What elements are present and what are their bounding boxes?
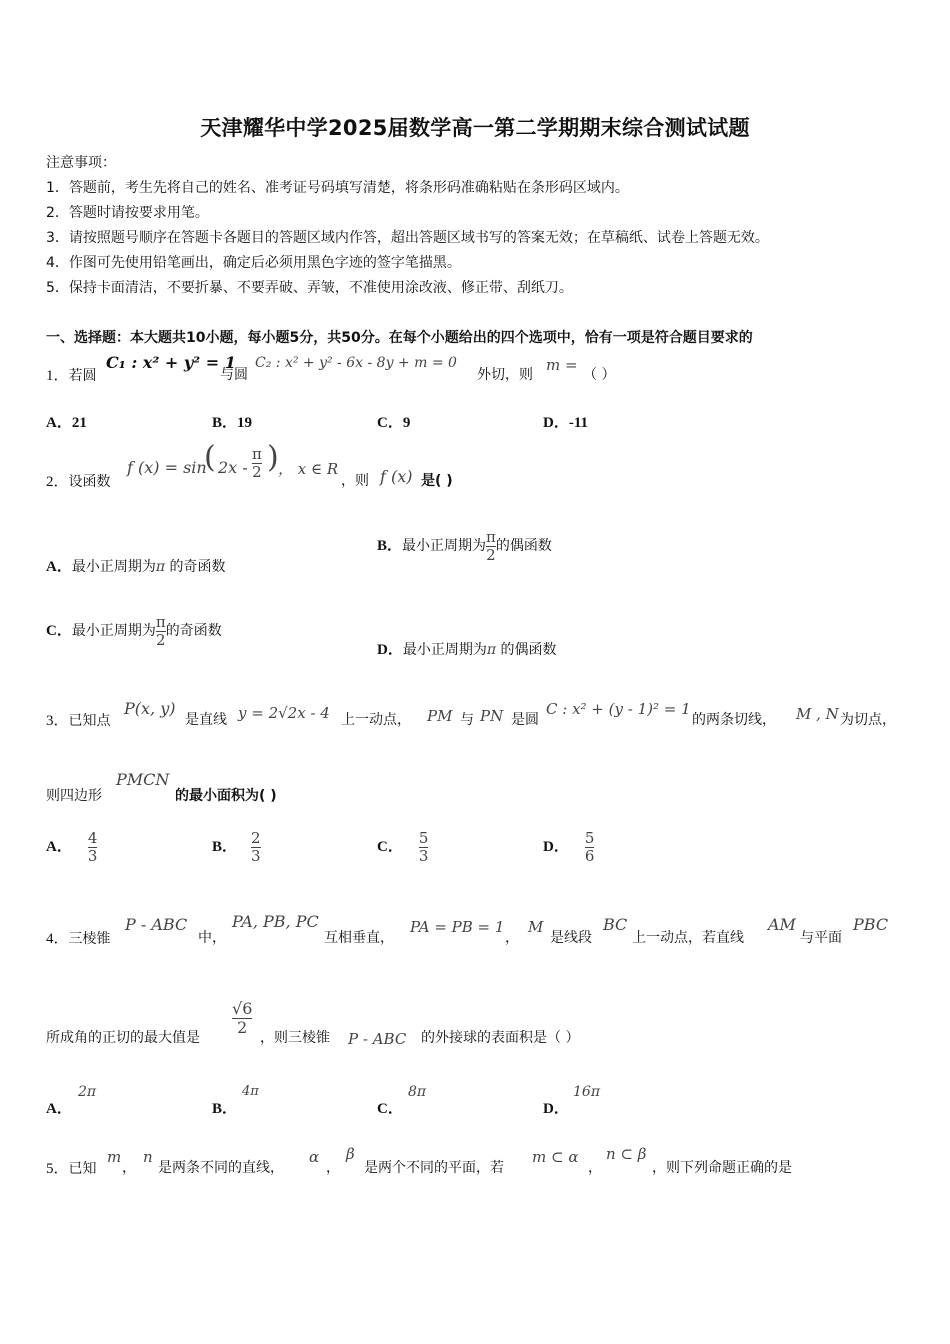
question-text: ， <box>505 930 519 946</box>
option-label: A． <box>46 415 72 431</box>
note-item: 3．请按照题号顺序在答题卡各题目的答题区域内作答，超出答题区域书写的答案无效；在草稿纸、试卷上答题无效。 <box>46 230 769 246</box>
fraction-denominator: 6 <box>584 846 595 865</box>
question-text: ， <box>326 1160 340 1176</box>
fraction-numerator: 5 <box>584 829 595 847</box>
option-label: C． <box>377 415 403 431</box>
question-text: （ ） <box>583 367 616 383</box>
fraction-numerator: 5 <box>418 829 429 847</box>
option-b[interactable] <box>212 830 261 864</box>
fraction-sqrt6-over-2 <box>232 1000 252 1036</box>
question-text: 是两条不同的直线， <box>158 1160 284 1176</box>
right-paren: ) <box>267 440 279 475</box>
option-label: C． <box>377 1101 403 1117</box>
question-text: 上一动点，若直线 <box>632 930 744 946</box>
question-text: ， <box>122 1160 136 1176</box>
question-number: 2． <box>46 474 69 490</box>
option-label: B． <box>212 415 238 431</box>
question-text: ， <box>588 1160 602 1176</box>
fraction-numerator: 4 <box>87 829 98 847</box>
math-bc: BC <box>603 915 628 934</box>
question-text: 为切点， <box>840 712 896 728</box>
option-label: C． <box>377 839 403 855</box>
option-label: C． <box>46 623 72 639</box>
notes-heading: 注意事项： <box>46 155 116 171</box>
note-item: 4．作图可先使用铅笔画出，确定后必须用黑色字迹的签字笔描黑。 <box>46 255 461 271</box>
exam-title: 天津耀华中学2025届数学高一第二学期期末综合测试试题 <box>200 116 750 140</box>
math-pi: π <box>486 642 497 658</box>
option-label: B． <box>377 538 403 554</box>
question-text: ，则三棱锥 <box>260 1030 330 1046</box>
question-text: 则四边形 <box>46 788 102 804</box>
option-text: 最小正周期为 <box>71 623 156 639</box>
math-m-subset-alpha: m ⊂ α <box>532 1148 579 1166</box>
option-label: B． <box>212 839 238 855</box>
fraction-numerator: π <box>486 528 496 546</box>
note-item: 1．答题前，考生先将自己的姓名、准考证号码填写清楚，将条形码准确粘贴在条形码区域内。 <box>46 180 629 196</box>
option-b[interactable] <box>212 1097 237 1118</box>
option-a[interactable] <box>46 830 97 864</box>
option-a[interactable] <box>46 1097 72 1118</box>
question-text: 设函数 <box>68 474 111 490</box>
math-beta: β <box>346 1145 355 1163</box>
math-m: M <box>528 918 544 936</box>
option-b[interactable] <box>377 529 552 563</box>
option-value: 9 <box>402 415 411 431</box>
math-pbc: PBC <box>853 915 889 934</box>
function-inner: 2x - <box>218 458 248 477</box>
math-am: AM <box>768 915 796 934</box>
function-domain: ， x ∈ R <box>278 460 339 478</box>
option-value: 4π <box>242 1084 259 1099</box>
option-b[interactable] <box>212 411 252 432</box>
question-text: 互相垂直， <box>324 930 394 946</box>
math-mn: M , N <box>796 705 839 723</box>
question-text: 是线段 <box>550 930 592 946</box>
option-text: 的偶函数 <box>496 642 557 658</box>
math-pm: PM <box>427 707 453 725</box>
note-item: 2．答题时请按要求用笔。 <box>46 205 209 221</box>
math-equation: PA = PB = 1 <box>410 918 505 936</box>
math-pn: PN <box>480 707 504 725</box>
note-item: 5．保持卡面清洁，不要折暴、不要弄破、弄皱，不准使用涂改液、修正带、刮纸刀。 <box>46 280 573 296</box>
option-label: B． <box>212 1101 238 1117</box>
option-value: 8π <box>408 1084 427 1100</box>
option-c[interactable] <box>377 411 410 432</box>
math-m: m = <box>546 356 578 374</box>
option-value: -11 <box>568 415 589 431</box>
math-edges: PA, PB, PC <box>232 912 319 931</box>
fraction-denominator: 2 <box>252 462 262 481</box>
question-text: 与平面 <box>800 930 842 946</box>
question-text: 已知点 <box>68 713 111 729</box>
option-text: 的偶函数 <box>495 538 552 554</box>
option-label: D． <box>543 415 569 431</box>
option-c[interactable] <box>377 1097 403 1118</box>
option-value: 21 <box>71 415 87 431</box>
fraction-denominator: 2 <box>156 630 166 649</box>
fraction-denominator: 3 <box>418 846 429 865</box>
fraction-numerator: π <box>252 445 262 463</box>
option-label: D． <box>377 642 403 658</box>
question-text: 是直线 <box>185 712 227 728</box>
fraction-pi-over-2 <box>252 446 262 480</box>
circle-c2-equation: C₂ : x² + y² - 6x - 8y + m = 0 <box>255 355 457 371</box>
question-text: 是两个不同的平面，若 <box>364 1160 504 1176</box>
question-text: 是圆 <box>511 712 539 728</box>
fraction-numerator: π <box>155 613 166 631</box>
option-value: 2π <box>78 1084 97 1100</box>
question-text: 与 <box>460 712 474 728</box>
question-text: ，则 <box>341 473 369 489</box>
option-value: 16π <box>573 1084 601 1100</box>
left-paren: ( <box>204 440 216 475</box>
section-heading: 一、选择题：本大题共10小题，每小题5分，共50分。在每个小题给出的四个选项中，恰有一项是符合题目要求的 <box>46 330 753 346</box>
option-a[interactable] <box>46 411 87 432</box>
math-pabc: P - ABC <box>348 1030 407 1048</box>
question-text: 三棱锥 <box>68 931 111 947</box>
question-text: 上一动点， <box>341 712 411 728</box>
question-text: 是( ) <box>421 473 453 489</box>
option-label: D． <box>543 1101 569 1117</box>
math-n: n <box>143 1148 153 1166</box>
option-label: A． <box>46 559 72 575</box>
point-p: P(x, y) <box>124 699 176 718</box>
option-label: A． <box>46 1101 72 1117</box>
option-d[interactable] <box>377 638 557 659</box>
option-text: 最小正周期为 <box>402 538 487 554</box>
option-text: 最小正周期为 <box>71 559 156 575</box>
question-text: 外切，则 <box>477 367 533 383</box>
fraction-denominator: 3 <box>87 846 98 865</box>
question-text: 与圆 <box>220 367 248 383</box>
option-d[interactable] <box>543 411 588 432</box>
question-number: 1． <box>46 368 69 384</box>
fraction-denominator: 2 <box>486 545 496 564</box>
math-alpha: α <box>309 1148 320 1166</box>
option-text: 最小正周期为 <box>402 642 487 658</box>
question-number: 5． <box>46 1161 69 1177</box>
fraction-denominator: 3 <box>251 846 261 865</box>
option-label: D． <box>543 839 569 855</box>
option-d[interactable] <box>543 1097 569 1118</box>
question-text: 若圆 <box>68 368 97 384</box>
math-pmcn: PMCN <box>116 770 170 789</box>
option-a[interactable] <box>46 555 226 576</box>
line-equation: y = 2√2x - 4 <box>238 704 330 722</box>
question-text: ，则下列命题正确的是 <box>652 1160 792 1176</box>
math-m: m <box>107 1148 122 1166</box>
function-definition: f (x) = sin <box>127 458 207 477</box>
math-n-subset-beta: n ⊂ β <box>606 1145 647 1163</box>
math-pi: π <box>155 559 166 575</box>
option-text: 的奇函数 <box>165 559 226 575</box>
question-number: 4． <box>46 931 69 947</box>
option-c[interactable] <box>377 830 428 864</box>
circle-c1-equation: C₁ : x² + y² = 1 <box>106 353 236 372</box>
question-text: 的外接球的表面积是（ ） <box>421 1030 580 1046</box>
question-number: 3． <box>46 713 69 729</box>
question-text: 中， <box>198 930 226 946</box>
question-text: 所成角的正切的最大值是 <box>46 1030 200 1046</box>
fraction-numerator: 2 <box>251 829 261 847</box>
option-label: A． <box>46 839 72 855</box>
circle-equation: C : x² + (y - 1)² = 1 <box>546 700 691 718</box>
question-text: 已知 <box>68 1161 97 1177</box>
option-c[interactable] <box>46 614 222 648</box>
option-value: 19 <box>237 415 253 431</box>
question-text: 的最小面积为( ) <box>175 788 277 804</box>
option-d[interactable] <box>543 830 594 864</box>
fraction-numerator: √6 <box>232 999 253 1018</box>
math-pabc: P - ABC <box>125 915 188 934</box>
math-fx: f (x) <box>380 467 413 486</box>
option-text: 的奇函数 <box>165 623 222 639</box>
question-text: 的两条切线， <box>692 712 776 728</box>
fraction-denominator: 2 <box>237 1017 248 1037</box>
